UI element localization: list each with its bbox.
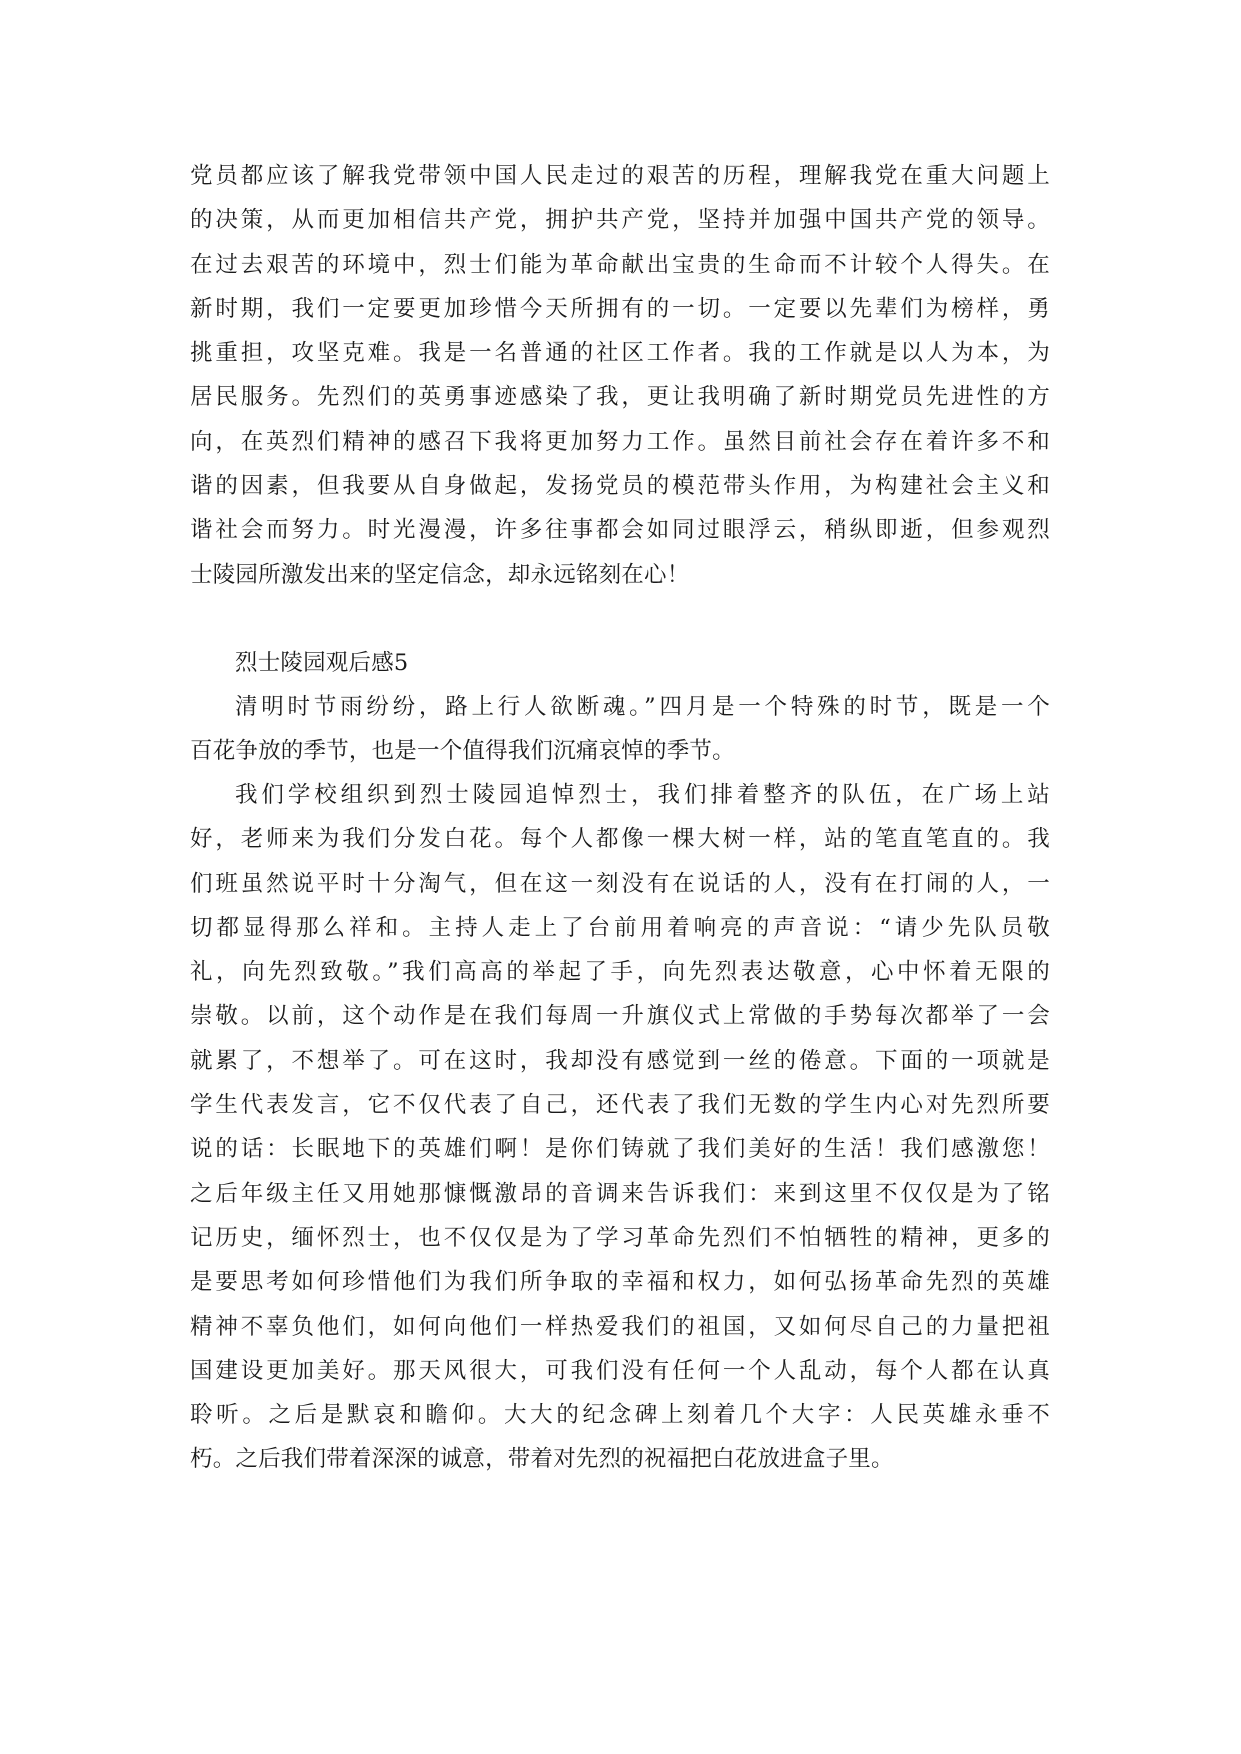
paragraph-line: 士陵园所激发出来的坚定信念，却永远铭刻在心！ xyxy=(190,561,690,588)
paragraph-line: 崇敬。以前，这个动作是在我们每周一升旗仪式上常做的手势每次都举了一会 xyxy=(190,1003,1050,1030)
paragraph-line: 是要思考如何珍惜他们为我们所争取的幸福和权力，如何弘扬革命先烈的英雄 xyxy=(190,1269,1050,1296)
paragraph-line: 们班虽然说平时十分淘气，但在这一刻没有在说话的人，没有在打闹的人，一 xyxy=(190,870,1050,897)
paragraph-line: 学生代表发言，它不仅代表了自己，还代表了我们无数的学生内心对先烈所要 xyxy=(190,1092,1050,1119)
paragraph-line: 居民服务。先烈们的英勇事迹感染了我，更让我明确了新时期党员先进性的方 xyxy=(190,384,1050,411)
paragraph-line: 我们学校组织到烈士陵园追悼烈士，我们排着整齐的队伍，在广场上站 xyxy=(235,782,1050,808)
paragraph-line: 清明时节雨纷纷，路上行人欲断魂。”四月是一个特殊的时节，既是一个 xyxy=(235,694,1050,720)
paragraph-line: 向，在英烈们精神的感召下我将更加努力工作。虽然目前社会存在着许多不和 xyxy=(190,428,1050,455)
paragraph-line: 的决策，从而更加相信共产党，拥护共产党，坚持并加强中国共产党的领导。 xyxy=(190,207,1050,234)
paragraph-line: 新时期，我们一定要更加珍惜今天所拥有的一切。一定要以先辈们为榜样，勇 xyxy=(190,295,1050,322)
paragraph-line: 谐的因素，但我要从自身做起，发扬党员的模范带头作用，为构建社会主义和 xyxy=(190,473,1050,500)
paragraph-line: 聆听。之后是默哀和瞻仰。大大的纪念碑上刻着几个大字：人民英雄永垂不 xyxy=(190,1402,1050,1429)
paragraph-line: 精神不辜负他们，如何向他们一样热爱我们的祖国，又如何尽自己的力量把祖 xyxy=(190,1313,1050,1340)
paragraph-line: 好，老师来为我们分发白花。每个人都像一棵大树一样，站的笔直笔直的。我 xyxy=(190,826,1050,853)
paragraph-line: 百花争放的季节，也是一个值得我们沉痛哀悼的季节。 xyxy=(190,738,735,765)
paragraph-line: 党员都应该了解我党带领中国人民走过的艰苦的历程，理解我党在重大问题上 xyxy=(190,163,1050,189)
paragraph-continued xyxy=(190,154,1050,597)
paragraph-line: 说的话：长眠地下的英雄们啊！是你们铸就了我们美好的生活！我们感激您！ xyxy=(190,1136,1050,1163)
paragraph-line: 国建设更加美好。那天风很大，可我们没有任何一个人乱动，每个人都在认真 xyxy=(190,1357,1050,1384)
paragraph-line: 谐社会而努力。时光漫漫，许多往事都会如同过眼浮云，稍纵即逝，但参观烈 xyxy=(190,517,1050,544)
paragraph-line: 朽。之后我们带着深深的诚意，带着对先烈的祝福把白花放进盒子里。 xyxy=(190,1446,894,1473)
paragraph-intro xyxy=(190,685,1050,774)
paragraph-line: 礼，向先烈致敬。”我们高高的举起了手，向先烈表达敬意，心中怀着无限的 xyxy=(190,959,1050,986)
heading-text: 烈士陵园观后感5 xyxy=(235,650,409,676)
paragraph-line: 切都显得那么祥和。主持人走上了台前用着响亮的声音说：“请少先队员敬 xyxy=(190,914,1050,941)
paragraph-line: 就累了，不想举了。可在这时，我却没有感觉到一丝的倦意。下面的一项就是 xyxy=(190,1047,1050,1074)
paragraph-main xyxy=(190,773,1050,1482)
paragraph-line: 挑重担，攻坚克难。我是一名普通的社区工作者。我的工作就是以人为本，为 xyxy=(190,340,1050,367)
section-heading xyxy=(190,641,1050,685)
paragraph-line: 记历史，缅怀烈士，也不仅仅是为了学习革命先烈们不怕牺牲的精神，更多的 xyxy=(190,1224,1050,1251)
paragraph-line: 在过去艰苦的环境中，烈士们能为革命献出宝贵的生命而不计较个人得失。在 xyxy=(190,251,1050,278)
paragraph-line: 之后年级主任又用她那慷慨激昂的音调来告诉我们：来到这里不仅仅是为了铭 xyxy=(190,1180,1050,1207)
